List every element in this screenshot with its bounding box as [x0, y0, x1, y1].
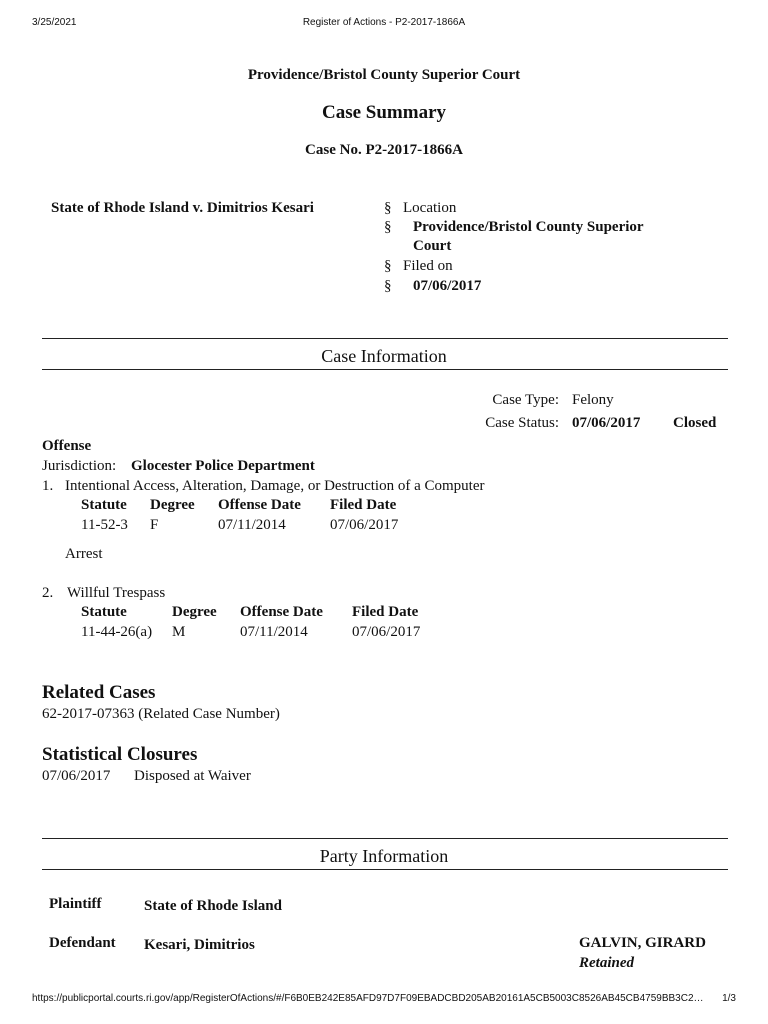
defendant-label: Defendant — [49, 935, 116, 951]
case-status-value: Closed — [673, 415, 717, 431]
case-status-label: Case Status: — [485, 415, 559, 431]
section-rule — [42, 338, 728, 339]
offense-date-header: Offense Date — [240, 604, 323, 620]
offense-description: Intentional Access, Alteration, Damage, or Destruction of a Computer — [65, 478, 485, 494]
offense-filed-date: 07/06/2017 — [330, 517, 399, 533]
print-title: Register of Actions - P2-2017-1866A — [302, 17, 466, 28]
case-caption: State of Rhode Island v. Dimitrios Kesari — [51, 200, 314, 216]
offense-statute: 11-44-26(a) — [81, 624, 153, 640]
case-information-title: Case Information — [321, 346, 447, 366]
jurisdiction-label: Jurisdiction: — [42, 458, 117, 474]
offense-number: 2. — [42, 585, 54, 601]
degree-header: Degree — [172, 604, 217, 620]
plaintiff-label: Plaintiff — [49, 896, 102, 912]
related-case-entry: 62-2017-07363 (Related Case Number) — [42, 706, 280, 722]
offense-filed-date: 07/06/2017 — [352, 624, 421, 640]
closure-text: Disposed at Waiver — [134, 768, 251, 784]
offense-statute: 11-52-3 — [81, 517, 128, 533]
closure-date: 07/06/2017 — [42, 768, 111, 784]
degree-header: Degree — [150, 497, 195, 513]
print-date: 3/25/2021 — [32, 17, 77, 28]
offense-degree: M — [172, 624, 186, 640]
offense-degree: F — [150, 517, 159, 533]
case-status-date: 07/06/2017 — [572, 415, 641, 431]
statute-header: Statute — [81, 604, 127, 620]
filed-on-label: Filed on — [403, 258, 453, 274]
location-value: Providence/Bristol County Superior — [413, 219, 644, 235]
page-title: Case Summary — [321, 102, 447, 123]
section-symbol: § — [384, 258, 392, 274]
section-symbol: § — [384, 278, 392, 294]
offense-date: 07/11/2014 — [240, 624, 308, 640]
defendant-name: Kesari, Dimitrios — [144, 937, 255, 953]
plaintiff-name: State of Rhode Island — [144, 898, 282, 914]
case-type-value: Felony — [572, 392, 614, 408]
offense-date-header: Offense Date — [218, 497, 301, 513]
print-page-number: 1/3 — [722, 993, 736, 1004]
case-number: Case No. P2-2017-1866A — [305, 142, 463, 158]
section-rule — [42, 838, 728, 839]
offense-heading: Offense — [42, 438, 92, 454]
statistical-closures-heading: Statistical Closures — [42, 744, 198, 765]
filed-date-header: Filed Date — [330, 497, 397, 513]
statute-header: Statute — [81, 497, 127, 513]
party-information-title: Party Information — [319, 846, 449, 866]
location-label: Location — [403, 200, 457, 216]
related-cases-heading: Related Cases — [42, 682, 156, 703]
attorney-name: GALVIN, GIRARD — [579, 935, 706, 951]
filed-date-header: Filed Date — [352, 604, 419, 620]
case-type-label: Case Type: — [492, 392, 559, 408]
print-url: https://publicportal.courts.ri.gov/app/RegisterOfActions/#/F6B0EB242E85AFD97D7F09EBADCBD205AB20161A5CB5003C8526AB45CB4759BB3C2… — [32, 993, 704, 1004]
offense-number: 1. — [42, 478, 54, 494]
location-value-continued: Court — [413, 238, 452, 254]
section-rule — [42, 869, 728, 870]
attorney-status: Retained — [579, 955, 634, 971]
filed-on-value: 07/06/2017 — [413, 278, 482, 294]
court-name: Providence/Bristol County Superior Court — [247, 67, 521, 83]
section-symbol: § — [384, 219, 392, 235]
jurisdiction-value: Glocester Police Department — [131, 458, 315, 474]
section-symbol: § — [384, 200, 392, 216]
offense-description: Willful Trespass — [67, 585, 166, 601]
offense-date: 07/11/2014 — [218, 517, 286, 533]
section-rule — [42, 369, 728, 370]
offense-note: Arrest — [65, 546, 103, 562]
